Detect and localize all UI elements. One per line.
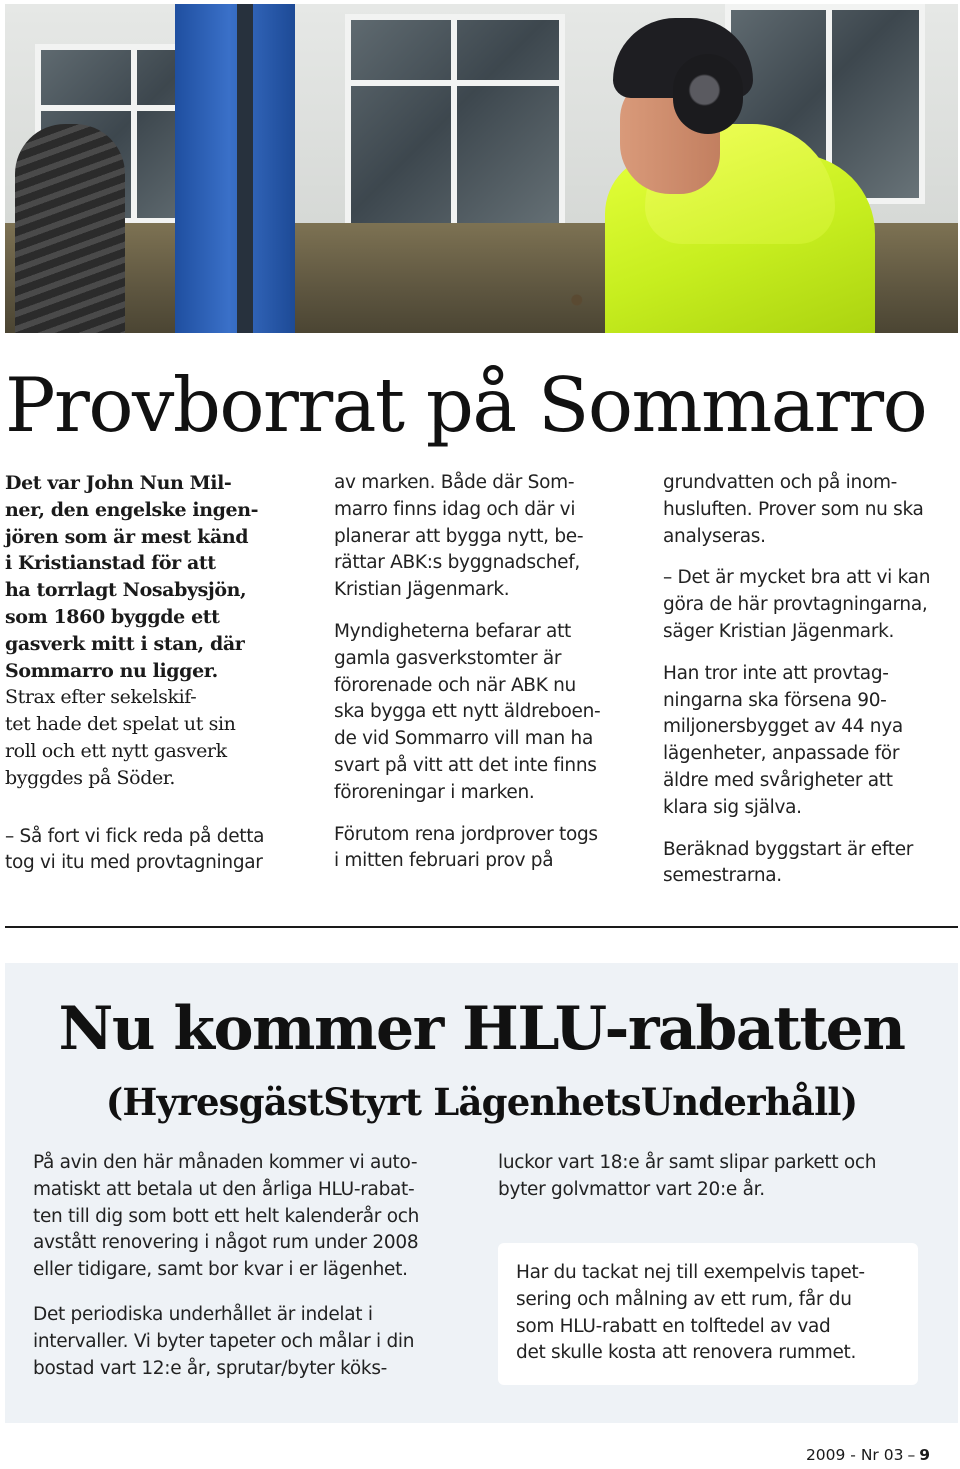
box-headline: Nu kommer HLU-rabatten bbox=[58, 994, 905, 1064]
hose bbox=[15, 124, 125, 333]
paragraph: Beräknad byggstart är efter semestrarna. bbox=[663, 838, 914, 887]
paragraph: – Det är mycket bra att vi kan göra de här provtagningarna, säger Kristian Jägenmark. bbox=[663, 567, 931, 642]
article-column-3 bbox=[663, 470, 958, 905]
inset-note bbox=[498, 1243, 918, 1385]
paragraph: Förutom rena jordprover togs i mitten februari prov på bbox=[334, 823, 598, 872]
box-subheadline: (HyresgästStyrt LägenhetsUnderhåll) bbox=[105, 1080, 858, 1124]
article-column-2 bbox=[334, 470, 634, 890]
paragraph: Det periodiska underhållet är indelat i intervaller. Vi byter tapeter och målar i din bostad vart 12:e år, sprutar/byter köks- bbox=[33, 1303, 415, 1379]
issue-label: 2009 - Nr 03 bbox=[805, 1446, 904, 1464]
box-column-2 bbox=[498, 1150, 918, 1222]
paragraph: – Så fort vi fick reda på detta tog vi itu med provtagningar bbox=[5, 825, 265, 874]
box-column-1 bbox=[33, 1150, 473, 1400]
drill-rail bbox=[237, 4, 253, 333]
page-footer bbox=[806, 1446, 930, 1464]
paragraph: av marken. Både där Som- marro finns idag och där vi planerar att bygga nytt, be- rättar ABK:s byggnadschef, Kristian Jägenmark. bbox=[334, 472, 584, 601]
article-photo bbox=[5, 4, 958, 333]
article-headline: Provborrat på Sommarro bbox=[5, 361, 927, 449]
inset-text: Har du tackat nej till exempelvis tapet- sering och målning av ett rum, får du som HLU-rabatt en tolftedel av vad det skulle kosta att renovera rummet. bbox=[516, 1262, 865, 1364]
footer-separator: – bbox=[907, 1446, 916, 1464]
page-number: 9 bbox=[919, 1446, 930, 1464]
paragraph: Myndigheterna befarar att gamla gasverkstomter är förorenade och när ABK nu ska bygga ett nytt äldreboen- de vid Sommarro vill man ha svart på vitt att det inte finns föroreningar i marken. bbox=[334, 620, 601, 803]
lead-bold: Det var John Nun Mil- ner, den engelske ingen- jören som är mest känd i Kristianstad för att ha torrlagt Nosabysjön, som 1860 byggde ett gasverk mitt i stan, där Sommarro nu ligger. bbox=[5, 472, 259, 682]
window bbox=[345, 14, 565, 249]
article-column-1 bbox=[5, 470, 305, 892]
section-divider bbox=[5, 926, 958, 928]
ear-protection-icon bbox=[673, 54, 743, 134]
lead-normal: Strax efter sekelskif- tet hade det spelat ut sin roll och ett nytt gasverk byggdes på Söder. bbox=[5, 686, 236, 789]
paragraph: grundvatten och på inom- husluften. Prover som nu ska analyseras. bbox=[663, 472, 924, 547]
drill-rig bbox=[175, 4, 295, 333]
paragraph: Han tror inte att provtag- ningarna ska försena 90- miljonersbygget av 44 nya lägenheter, anpassade för äldre med svårigheter att klara sig själva. bbox=[663, 662, 903, 818]
paragraph: På avin den här månaden kommer vi auto- matiskt att betala ut den årliga HLU-rabat- ten till dig som bott ett helt kalenderår och avstått renovering i något rum under 2008 eller tidigare, samt bor kvar i er lägenhet. bbox=[33, 1152, 420, 1281]
lead-paragraph bbox=[5, 470, 305, 792]
paragraph: luckor vart 18:e år samt slipar parkett och byter golvmattor vart 20:e år. bbox=[498, 1152, 877, 1200]
